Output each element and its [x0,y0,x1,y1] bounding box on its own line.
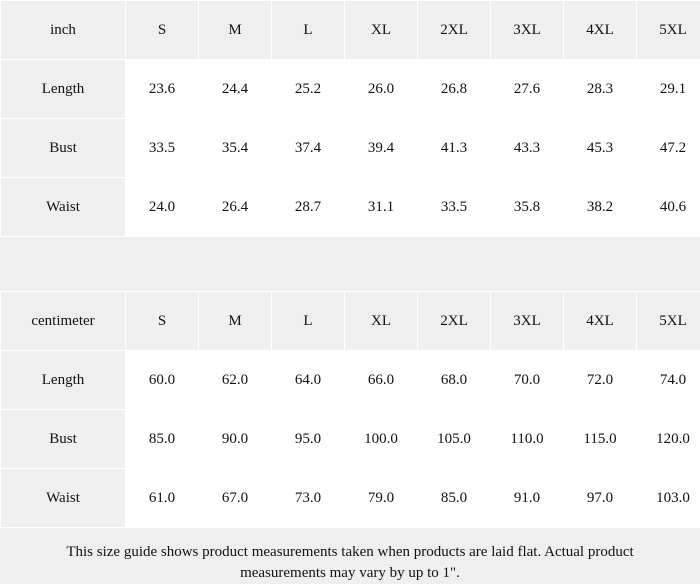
row-label-waist: Waist [1,469,126,528]
cell-inch-waist-l: 28.7 [272,178,345,237]
column-header-3xl: 3XL [491,292,564,351]
cell-inch-waist-5xl: 40.6 [637,178,700,237]
cell-inch-bust-3xl: 43.3 [491,119,564,178]
column-header-3xl: 3XL [491,1,564,60]
cell-cm-waist-l: 73.0 [272,469,345,528]
cell-inch-length-4xl: 28.3 [564,60,637,119]
cell-inch-waist-2xl: 33.5 [418,178,491,237]
cell-cm-bust-4xl: 115.0 [564,410,637,469]
column-header-5xl: 5XL [637,292,700,351]
table-row [1,410,700,469]
column-header-l: L [272,292,345,351]
unit-label-inch: inch [1,1,126,60]
column-header-5xl: 5XL [637,1,700,60]
cell-cm-length-xl: 66.0 [345,351,418,410]
cell-inch-length-s: 23.6 [126,60,199,119]
cell-cm-bust-l: 95.0 [272,410,345,469]
cell-cm-length-s: 60.0 [126,351,199,410]
cell-cm-bust-s: 85.0 [126,410,199,469]
table-row [1,351,700,410]
cell-cm-length-3xl: 70.0 [491,351,564,410]
cell-inch-length-m: 24.4 [199,60,272,119]
column-header-m: M [199,292,272,351]
cell-cm-length-2xl: 68.0 [418,351,491,410]
cell-cm-bust-m: 90.0 [199,410,272,469]
cell-inch-bust-4xl: 45.3 [564,119,637,178]
column-header-4xl: 4XL [564,1,637,60]
cell-cm-waist-5xl: 103.0 [637,469,700,528]
table-row [1,469,700,528]
cell-inch-waist-xl: 31.1 [345,178,418,237]
cell-inch-length-2xl: 26.8 [418,60,491,119]
cell-cm-waist-3xl: 91.0 [491,469,564,528]
unit-label-centimeter: centimeter [1,292,126,351]
cell-cm-waist-xl: 79.0 [345,469,418,528]
size-guide-footnote: This size guide shows product measurements taken when products are laid flat. Actual product measurements may vary by up to 1". [0,528,700,584]
row-label-length: Length [1,351,126,410]
column-header-l: L [272,1,345,60]
column-header-s: S [126,292,199,351]
cell-inch-waist-3xl: 35.8 [491,178,564,237]
column-header-m: M [199,1,272,60]
cell-inch-length-xl: 26.0 [345,60,418,119]
column-header-xl: XL [345,1,418,60]
row-label-waist: Waist [1,178,126,237]
cell-cm-length-m: 62.0 [199,351,272,410]
cell-inch-waist-4xl: 38.2 [564,178,637,237]
cell-inch-length-5xl: 29.1 [637,60,700,119]
cell-inch-waist-m: 26.4 [199,178,272,237]
cell-cm-bust-5xl: 120.0 [637,410,700,469]
cell-cm-length-5xl: 74.0 [637,351,700,410]
column-header-2xl: 2XL [418,1,491,60]
cell-cm-bust-2xl: 105.0 [418,410,491,469]
column-header-4xl: 4XL [564,292,637,351]
column-header-2xl: 2XL [418,292,491,351]
cell-inch-bust-2xl: 41.3 [418,119,491,178]
table-row [1,60,700,119]
row-label-bust: Bust [1,410,126,469]
table-row [1,119,700,178]
table-row [1,178,700,237]
row-label-length: Length [1,60,126,119]
table-header-row [1,1,700,60]
cell-inch-bust-m: 35.4 [199,119,272,178]
cell-inch-bust-s: 33.5 [126,119,199,178]
cell-cm-waist-s: 61.0 [126,469,199,528]
cell-cm-length-4xl: 72.0 [564,351,637,410]
cell-inch-waist-s: 24.0 [126,178,199,237]
cell-inch-length-3xl: 27.6 [491,60,564,119]
cell-inch-length-l: 25.2 [272,60,345,119]
table-header-row [1,292,700,351]
column-header-s: S [126,1,199,60]
cell-cm-bust-xl: 100.0 [345,410,418,469]
inch-size-table [0,0,700,237]
centimeter-size-table [0,291,700,528]
row-label-bust: Bust [1,119,126,178]
column-header-xl: XL [345,292,418,351]
table-separator [0,237,700,291]
cell-cm-length-l: 64.0 [272,351,345,410]
cell-cm-bust-3xl: 110.0 [491,410,564,469]
cell-cm-waist-m: 67.0 [199,469,272,528]
cell-inch-bust-5xl: 47.2 [637,119,700,178]
cell-inch-bust-l: 37.4 [272,119,345,178]
cell-cm-waist-2xl: 85.0 [418,469,491,528]
cell-inch-bust-xl: 39.4 [345,119,418,178]
cell-cm-waist-4xl: 97.0 [564,469,637,528]
